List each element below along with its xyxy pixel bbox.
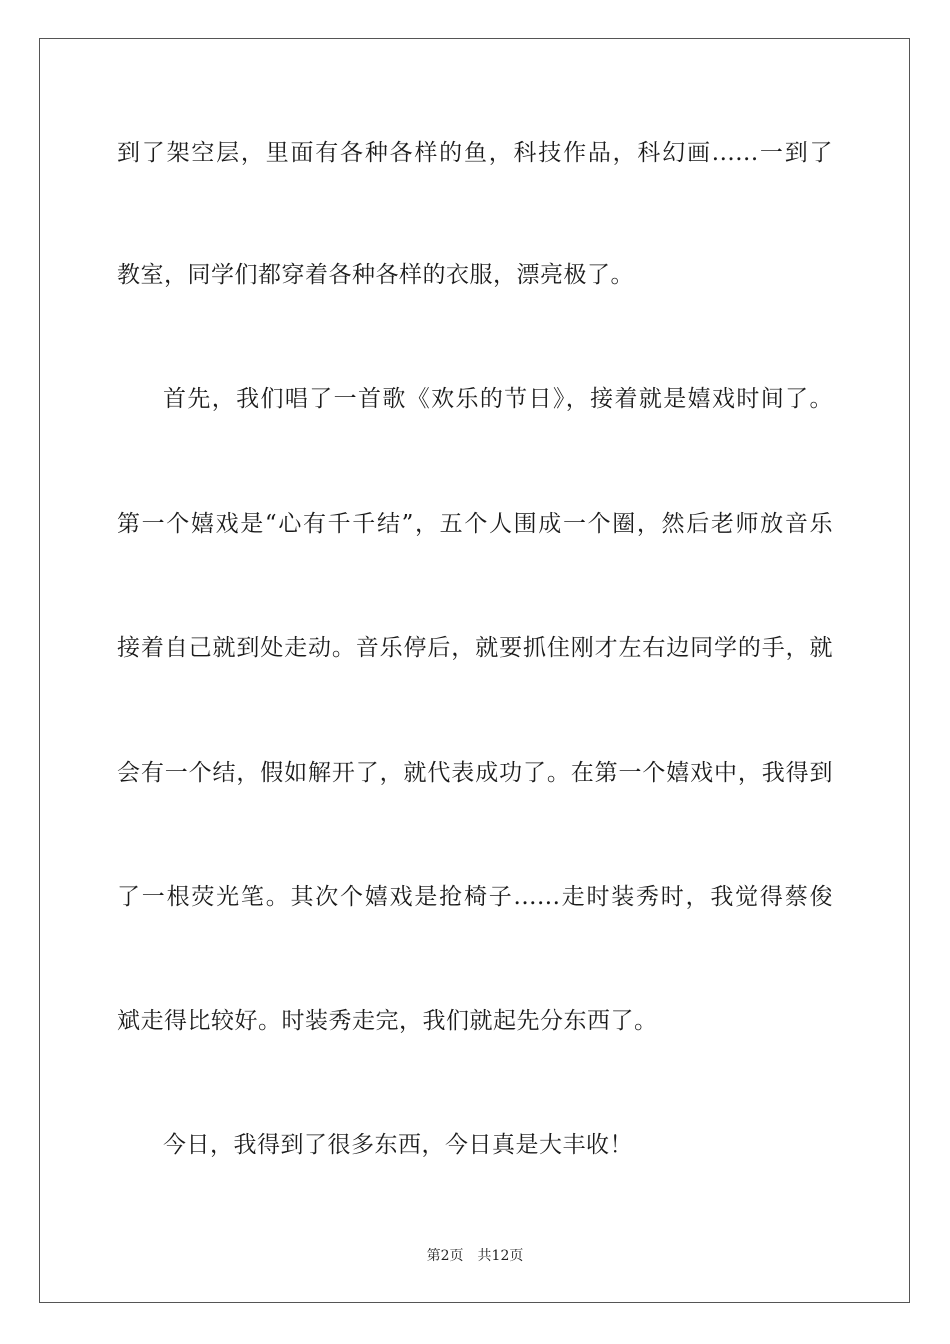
body-line-5: 接着自己就到处走动。音乐停后，就要抓住刚才左右边同学的手，就 [117, 635, 833, 661]
body-line-8: 斌走得比较好。时装秀走完，我们就起先分东西了。 [117, 1008, 658, 1034]
page-total: 共12页 [477, 1248, 524, 1264]
page-footer [0, 1247, 950, 1265]
body-line-6: 会有一个结，假如解开了，就代表成功了。在第一个嬉戏中，我得到 [117, 760, 833, 786]
body-line-9: 今日，我得到了很多东西，今日真是大丰收！ [163, 1132, 633, 1158]
page-number: 第2页 [426, 1248, 464, 1264]
body-line-7: 了一根荧光笔。其次个嬉戏是抢椅子......走时装秀时，我觉得蔡俊 [117, 884, 833, 910]
body-line-3: 首先，我们唱了一首歌《欢乐的节日》，接着就是嬉戏时间了。 [163, 386, 833, 412]
body-line-2: 教室，同学们都穿着各种各样的衣服，漂亮极了。 [117, 262, 634, 288]
body-line-1: 到了架空层，里面有各种各样的鱼，科技作品，科幻画......一到了 [117, 140, 833, 166]
page-border [39, 38, 910, 1303]
body-line-4: 第一个嬉戏是“心有千千结”，五个人围成一个圈，然后老师放音乐 [117, 511, 833, 537]
